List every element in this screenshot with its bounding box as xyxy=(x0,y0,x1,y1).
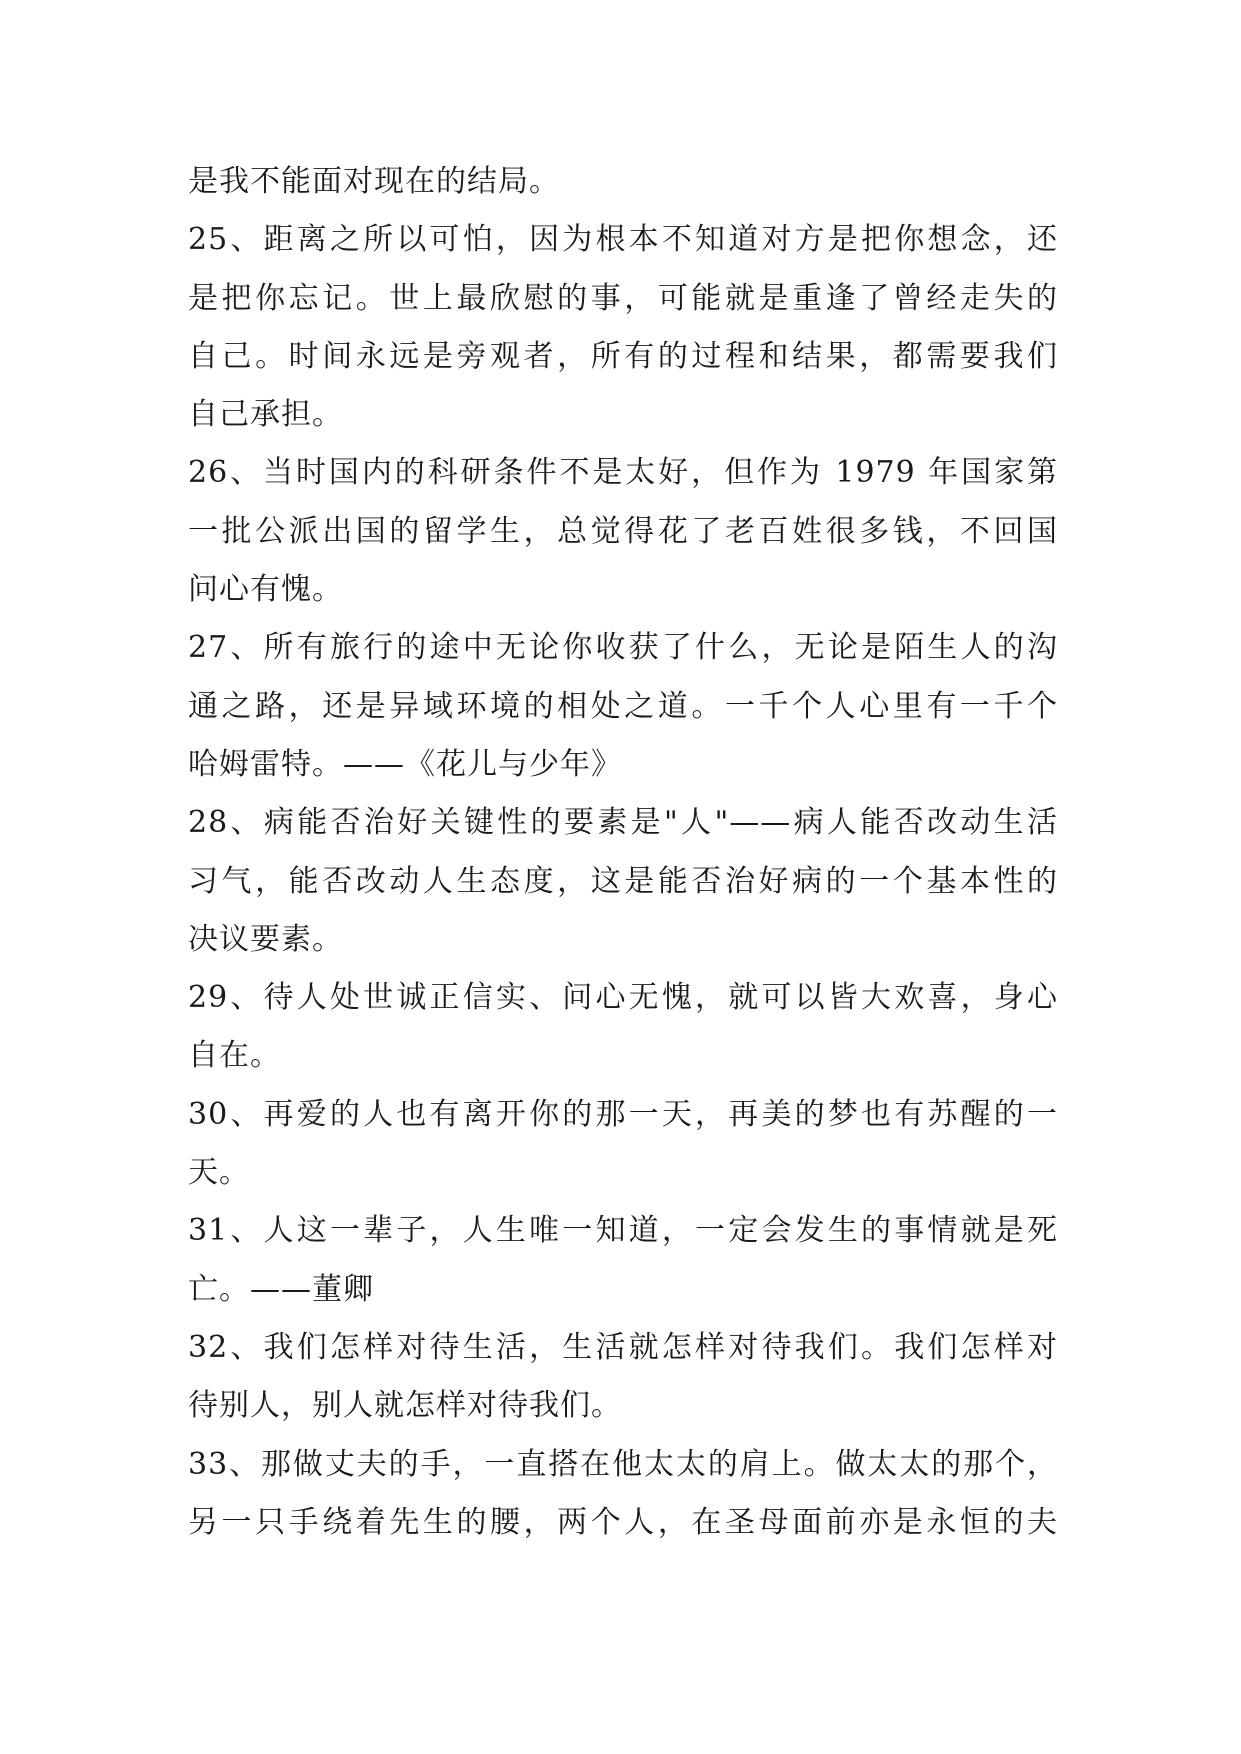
text-line: 33、那做丈夫的手，一直搭在他太太的肩上。做太太的那个， xyxy=(188,1446,1058,1482)
text-line: 天。 xyxy=(188,1155,250,1191)
text-line: 问心有愧。 xyxy=(188,572,343,608)
text-line: 哈姆雷特。——《花儿与少年》 xyxy=(188,746,622,782)
text-line: 自在。 xyxy=(188,1038,281,1074)
text-line: 是我不能面对现在的结局。 xyxy=(188,164,560,199)
text-line: 27、所有旅行的途中无论你收获了什么，无论是陌生人的沟 xyxy=(188,630,1058,666)
text-line: 决议要素。 xyxy=(188,921,343,957)
text-line: 自己。时间永远是旁观者，所有的过程和结果，都需要我们 xyxy=(188,338,1058,374)
text-line: 亡。——董卿 xyxy=(188,1271,374,1307)
text-line: 通之路，还是异域环境的相处之道。一千个人心里有一千个 xyxy=(188,688,1058,724)
text-line: 25、距离之所以可怕，因为根本不知道对方是把你想念，还 xyxy=(188,222,1058,258)
text-line: 是把你忘记。世上最欣慰的事，可能就是重逢了曾经走失的 xyxy=(188,280,1058,316)
body-text xyxy=(188,153,1058,1552)
text-line: 30、再爱的人也有离开你的那一天，再美的梦也有苏醒的一 xyxy=(188,1096,1058,1132)
text-line: 自己承担。 xyxy=(188,397,343,433)
text-line: 另一只手绕着先生的腰，两个人，在圣母面前亦是永恒的夫 xyxy=(188,1504,1058,1540)
text-line: 26、当时国内的科研条件不是太好，但作为 1979 年国家第 xyxy=(188,455,1058,491)
text-line: 32、我们怎样对待生活，生活就怎样对待我们。我们怎样对 xyxy=(188,1329,1058,1365)
text-line: 习气，能否改动人生态度，这是能否治好病的一个基本性的 xyxy=(188,863,1058,899)
text-line: 28、病能否治好关键性的要素是"人"——病人能否改动生活 xyxy=(188,805,1058,841)
text-line: 31、人这一辈子，人生唯一知道，一定会发生的事情就是死 xyxy=(188,1213,1058,1249)
text-line: 一批公派出国的留学生，总觉得花了老百姓很多钱，不回国 xyxy=(188,513,1058,549)
text-line: 29、待人处世诚正信实、问心无愧，就可以皆大欢喜，身心 xyxy=(188,980,1058,1016)
text-line: 待别人，别人就怎样对待我们。 xyxy=(188,1388,622,1424)
